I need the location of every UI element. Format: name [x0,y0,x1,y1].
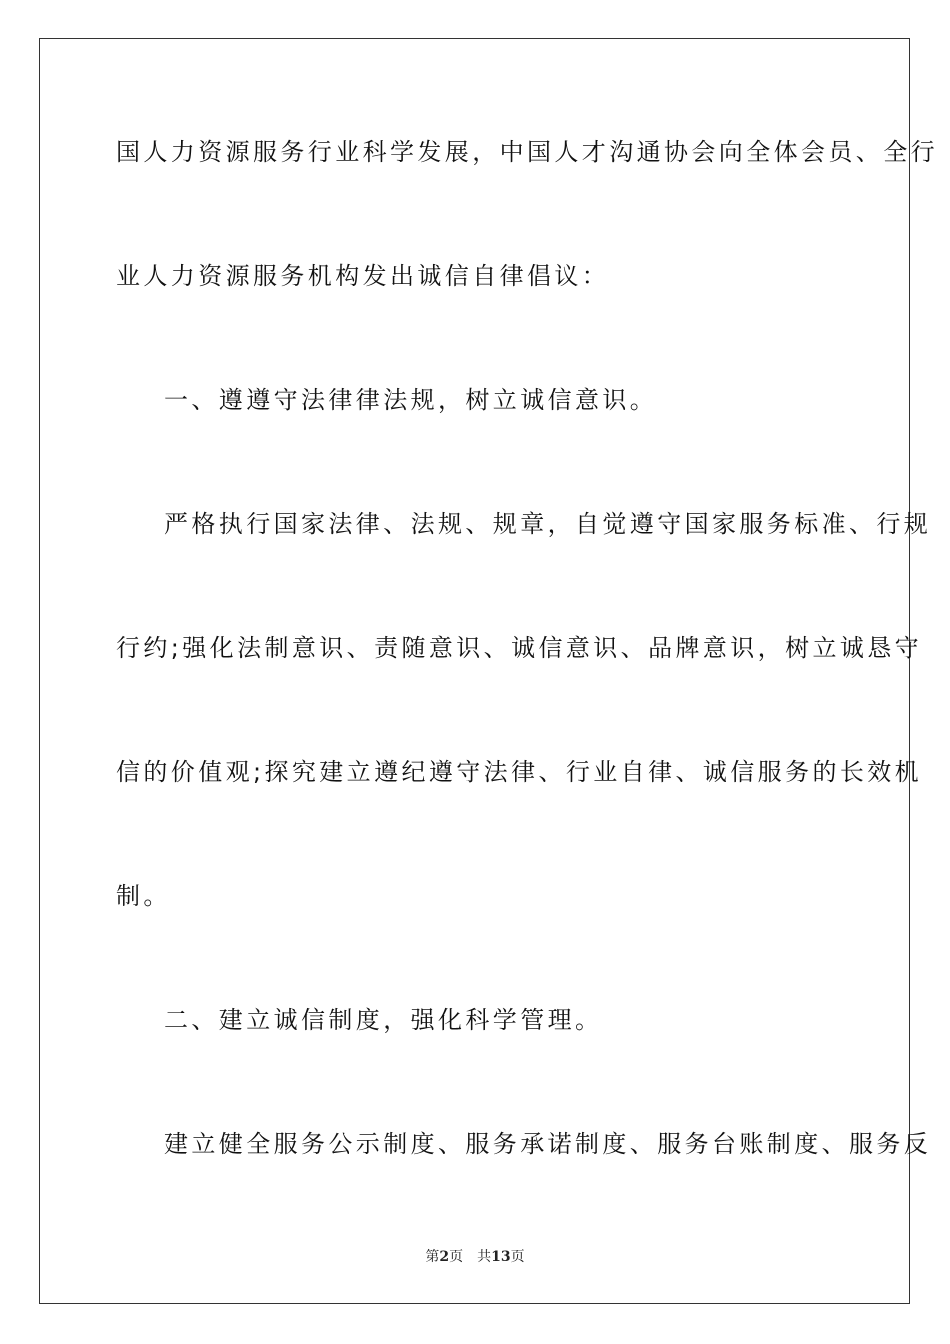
body-line-6: 制。 [116,882,171,910]
body-line-7: 建立健全服务公示制度、服务承诺制度、服务台账制度、服务反 [164,1130,932,1158]
body-line-5: 信的价值观;探究建立遵纪遵守法律、行业自律、诚信服务的长效机 [116,758,923,786]
footer-total-prefix: 共 [477,1249,492,1265]
section-heading-1: 一、遵遵守法律律法规，树立诚信意识。 [164,386,658,414]
body-line-3: 严格执行国家法律、法规、规章，自觉遵守国家服务标准、行规 [164,510,932,538]
footer-page-prefix: 第 [425,1249,440,1265]
footer-page-suffix: 页 [449,1249,464,1265]
body-line-1: 国人力资源服务行业科学发展，中国人才沟通协会向全体会员、全行 [116,138,938,166]
body-line-4: 行约;强化法制意识、责随意识、诚信意识、品牌意识，树立诚恳守 [116,634,923,662]
section-heading-2: 二、建立诚信制度，强化科学管理。 [164,1006,603,1034]
body-line-2: 业人力资源服务机构发出诚信自律倡议： [116,262,610,290]
footer-total-number: 13 [491,1249,511,1265]
footer-total-suffix: 页 [510,1249,525,1265]
page-frame [39,38,910,1304]
footer-page-number: 2 [439,1249,450,1265]
page-footer [0,1248,950,1266]
